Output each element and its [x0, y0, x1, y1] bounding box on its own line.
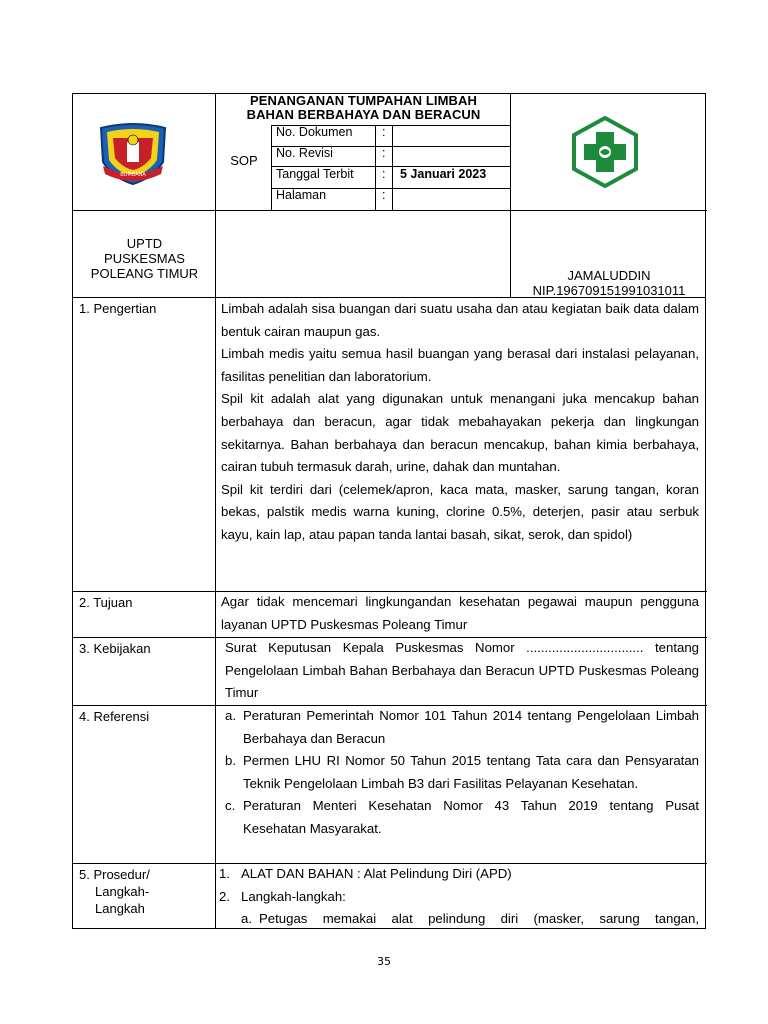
list-marker: 2. [219, 888, 230, 904]
list-text: Permen LHU RI Nomor 50 Tahun 2015 tentang Tata cara dan Pensyaratan Teknik Pengelolaan Limbah B3 dari Fasilitas Pelayanan Kesehatan. [243, 753, 699, 791]
title-line-1: PENANGANAN TUMPAHAN LIMBAH [250, 93, 477, 108]
meta-label-tanggal-terbit: Tanggal Terbit [276, 167, 354, 181]
section-label-prosedur [79, 866, 209, 917]
sop-body-table [72, 298, 706, 929]
section-content-pengertian [221, 298, 699, 547]
list-item [219, 863, 699, 886]
paragraph: Spil kit adalah alat yang digunakan untuk menangani juka mencakup bahan berbahaya dan beracun, agar tidak mebahayakan pekerja dan lingkungan sekitarnya. Bahan berbahaya dan beracun mencakup, bahan kimia berbahaya, cairan tubuh termasuk darah, urine, dahak dan muntahan. [221, 391, 699, 475]
list-marker: a. [241, 911, 252, 927]
paragraph: Limbah adalah sisa buangan dari suatu usaha dan atau kegiatan baik data dalam bentuk cairan maupun gas. [221, 301, 699, 339]
list-text: Peraturan Pemerintah Nomor 101 Tahun 2014 tentang Pengelolaan Limbah Berbahaya dan Beracun [243, 708, 699, 746]
section-content-prosedur [219, 863, 699, 953]
sop-label: SOP [230, 153, 258, 168]
meta-value-tanggal-terbit: 5 Januari 2023 [400, 167, 487, 181]
section-content-kebijakan [225, 637, 699, 705]
meta-colon: : [382, 188, 386, 202]
list-text: ALAT DAN BAHAN : Alat Pelindung Diri (APD) [241, 866, 512, 881]
section-content-referensi [225, 705, 699, 841]
list-marker: c. [225, 798, 236, 814]
label-line: Langkah [95, 901, 145, 916]
list-text: Peraturan Menteri Kesehatan Nomor 43 Tahun 2019 tentang Pusat Kesehatan Masyarakat. [243, 798, 699, 836]
page-number: 35 [377, 955, 391, 968]
signer-nip: NIP.196709151991031011 [532, 283, 686, 298]
title-line-2: BAHAN BERBAHAYA DAN BERACUN [246, 107, 481, 122]
puskesmas-cross-icon [570, 116, 640, 188]
org-line-2: PUSKESMAS [104, 251, 185, 266]
section-label-tujuan: 2. Tujuan [79, 595, 133, 610]
list-item [225, 705, 699, 750]
signer-block [511, 268, 707, 298]
org-line-3: POLEANG TIMUR [90, 266, 199, 281]
meta-label-no-revisi: No. Revisi [276, 146, 333, 160]
list-marker: 1. [219, 866, 230, 881]
paragraph: Limbah medis yaitu semua hasil buangan yang berasal dari instalasi pelayanan, fasilitas penelitian dan laboratorium. [221, 346, 699, 384]
sop-header-table [72, 93, 706, 298]
list-text: Langkah-langkah: [241, 888, 346, 904]
list-marker: a. [225, 708, 236, 723]
list-item [219, 908, 699, 953]
paragraph: Spil kit terdiri dari (celemek/apron, kaca mata, masker, sarung tangan, koran bekas, palstik medis warna kuning, clorine 0.5%, deterjen, pasir atau serbuk kayu, kain lap, atau papan tanda lantai basah, sikat, serok, dan spidol) [221, 481, 699, 542]
section-content-tujuan [221, 591, 699, 636]
section-label-pengertian: 1. Pengertian [79, 301, 157, 316]
list-item [219, 886, 699, 909]
paragraph: Surat Keputusan Kepala Puskesmas Nomor ................................ tentang Pengelolaan Limbah Bahan Berbahaya dan Beracun UPTD Puskesmas Poleang Timur [225, 640, 699, 701]
label-line: Langkah- [95, 884, 150, 899]
list-item [225, 795, 699, 840]
list-marker: b. [225, 753, 236, 769]
list-text: Petugas memakai alat pelindung diri (masker, sarung tangan, [259, 911, 699, 927]
svg-text:BOMBANA: BOMBANA [120, 172, 146, 178]
regency-emblem-icon [93, 122, 173, 186]
meta-colon: : [382, 125, 386, 139]
document-title [216, 94, 511, 122]
meta-colon: : [382, 146, 386, 160]
meta-label-no-dokumen: No. Dokumen [276, 125, 353, 139]
section-label-kebijakan: 3. Kebijakan [79, 641, 151, 656]
meta-colon: : [382, 167, 386, 181]
org-line-1: UPTD [126, 236, 163, 251]
section-label-referensi: 4. Referensi [79, 709, 150, 724]
meta-label-halaman: Halaman [276, 188, 327, 202]
signer-name: JAMALUDDIN [567, 268, 651, 283]
organization-name [73, 236, 216, 281]
list-item [225, 750, 699, 795]
paragraph: Agar tidak mencemari lingkungandan kesehatan pegawai maupun pengguna layanan UPTD Puskesmas Poleang Timur [221, 594, 699, 632]
label-line: 5. Prosedur/ [79, 867, 150, 882]
